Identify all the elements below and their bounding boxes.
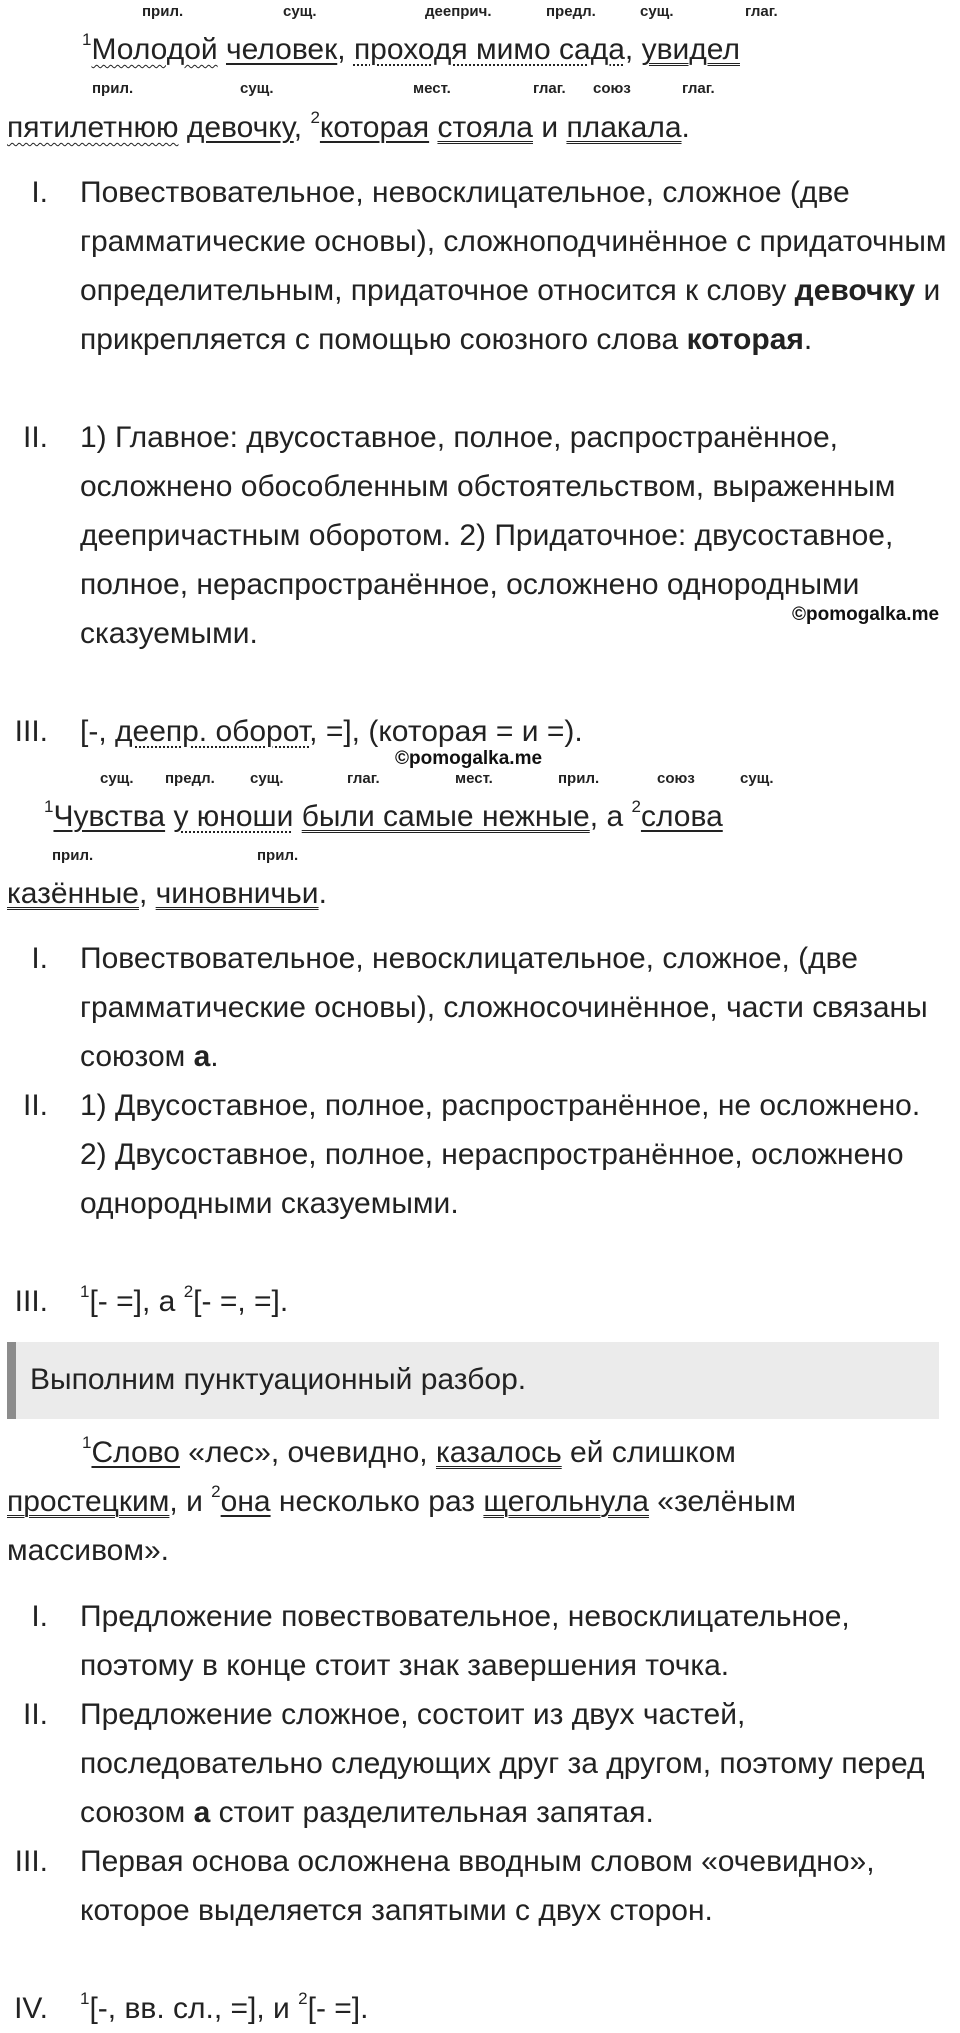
item-bold: а xyxy=(193,1796,211,1829)
sentence-3-line-3: массивом». xyxy=(7,1534,169,1567)
item-text: Повествовательное, невосклицательное, сложное, (две грамматические основы), сложносочинённое, части связаны союзом xyxy=(80,942,928,1073)
pos-label: сущ. xyxy=(283,3,317,20)
pos-label: сущ. xyxy=(250,770,284,787)
word-chelovek: человек xyxy=(225,33,338,66)
item-text: [- =]. xyxy=(307,1992,369,2025)
word-u-yunoshi: у юноши xyxy=(173,800,294,833)
item-text: Предложение сложное, состоит из двух частей, последовательно следующих друг за другом, поэтому перед союзом xyxy=(80,1698,925,1829)
item-bold: девочку xyxy=(794,274,916,307)
text-run: ей слишком xyxy=(561,1436,736,1469)
pos-label: прил. xyxy=(142,3,184,20)
word-molodoy: Молодой xyxy=(91,33,218,66)
item-bold: которая xyxy=(686,323,804,356)
comma: , xyxy=(589,800,599,833)
pos-label: прил. xyxy=(257,847,299,864)
analysis-2-item-ii: 1) Двусоставное, полное, распространённое, не осложнено. 2) Двусоставное, полное, нераспространённое, осложнено однородными сказуемыми. xyxy=(80,1089,921,1220)
list-numeral: III. xyxy=(14,1285,48,1318)
list-numeral: III. xyxy=(14,1845,48,1878)
pos-label: предл. xyxy=(546,3,596,20)
word-stoyala: стояла xyxy=(437,111,533,144)
section-banner xyxy=(7,1342,939,1419)
item-text: [-, xyxy=(80,715,115,748)
item-bold: а xyxy=(193,1040,211,1073)
item-text: . xyxy=(803,323,813,356)
pos-label: сущ. xyxy=(100,770,134,787)
period: . xyxy=(681,111,690,144)
word-and: и xyxy=(541,111,559,144)
text-run: несколько раз xyxy=(270,1485,484,1518)
pos-label: глаг. xyxy=(347,770,380,787)
analysis-3-item-i: Предложение повествовательное, невосклицательное, поэтому в конце стоит знак завершения точка. xyxy=(80,1600,850,1682)
pos-label: сущ. xyxy=(640,3,674,20)
pos-label: мест. xyxy=(455,770,493,787)
analysis-3-item-ii xyxy=(80,1690,948,1837)
word-devochku: девочку xyxy=(186,111,294,144)
word-uvidel: увидел xyxy=(641,33,740,66)
text-run: «зелёным xyxy=(648,1485,797,1518)
list-numeral: II. xyxy=(22,1089,48,1122)
part-number: 2 xyxy=(183,1282,194,1301)
word-kazalos: казалось xyxy=(435,1436,562,1469)
item-text: [- =, =]. xyxy=(193,1285,289,1318)
analysis-2-item-iii xyxy=(80,1277,948,1326)
text-run: «лес», очевидно, xyxy=(179,1436,436,1469)
item-text: стоит разделительная запятая. xyxy=(210,1796,654,1829)
pos-label: прил. xyxy=(52,847,94,864)
list-numeral: IV. xyxy=(14,1992,48,2025)
pos-label: сущ. xyxy=(240,80,274,97)
sentence-3-line-1 xyxy=(82,1435,736,1471)
part-number: 1 xyxy=(44,797,54,816)
sentence-2-line-2 xyxy=(7,876,327,912)
comma: , xyxy=(138,877,148,910)
item-text: [-, вв. сл., =], и xyxy=(89,1992,299,2025)
comma: , xyxy=(293,111,303,144)
word-a: а xyxy=(606,800,624,833)
word-prostetskim: простецким xyxy=(7,1485,170,1518)
pos-label: глаг. xyxy=(745,3,778,20)
sentence-3-line-2 xyxy=(7,1484,796,1520)
text-run: , и xyxy=(169,1485,212,1518)
analysis-3-item-iv xyxy=(80,1984,948,2033)
word-pyatiletnyuyu: пятилетнюю xyxy=(7,111,179,144)
pos-label: союз xyxy=(593,80,631,97)
part-number: 2 xyxy=(310,108,320,127)
sentence-1-line-2 xyxy=(7,110,690,146)
pos-label: предл. xyxy=(165,770,215,787)
analysis-1-item-i xyxy=(80,168,948,364)
list-numeral: II. xyxy=(22,1698,48,1731)
pos-label: прил. xyxy=(558,770,600,787)
analysis-1-item-ii: 1) Главное: двусоставное, полное, распространённое, осложнено обособленным обстоятельством, выраженным деепричастным оборотом. 2) Придаточное: двусоставное, полное, нераспространённое, осложнено однородными сказуемыми. xyxy=(80,421,896,650)
pos-label: мест. xyxy=(413,80,451,97)
item-text: , =], (которая = и =). xyxy=(309,715,583,748)
pos-label: сущ. xyxy=(740,770,774,787)
pos-label: глаг. xyxy=(533,80,566,97)
part-number: 2 xyxy=(298,1989,308,2008)
list-numeral: I. xyxy=(31,1600,48,1633)
word-shchegolnula: щегольнула xyxy=(483,1485,649,1518)
comma: , xyxy=(337,33,346,66)
item-text: и прикрепляется с помощью союзного слова xyxy=(80,274,941,356)
watermark: ©pomogalka.me xyxy=(395,748,543,769)
sentence-2-line-1 xyxy=(44,799,723,835)
analysis-3-item-iii: Первая основа осложнена вводным словом «очевидно», которое выделяется запятыми с двух сторон. xyxy=(80,1845,875,1927)
word-prohodya: проходя мимо сада xyxy=(353,33,625,66)
part-number: 1 xyxy=(82,1433,92,1452)
word-plakala: плакала xyxy=(566,111,682,144)
list-numeral: II. xyxy=(22,421,48,454)
word-slova: слова xyxy=(640,800,723,833)
pos-label: глаг. xyxy=(682,80,715,97)
part-number: 1 xyxy=(82,30,92,49)
sentence-1-line-1 xyxy=(82,32,740,68)
word-chinovnichi: чиновничьи xyxy=(155,877,319,910)
pos-label: союз xyxy=(657,770,695,787)
word-kotoraya: которая xyxy=(319,111,430,144)
list-numeral: I. xyxy=(31,176,48,209)
pos-label: прил. xyxy=(92,80,134,97)
word-byli: были самые нежные xyxy=(301,800,590,833)
banner-text: Выполним пунктуационный разбор. xyxy=(30,1363,527,1396)
list-numeral: I. xyxy=(31,942,48,975)
part-number: 2 xyxy=(631,797,641,816)
item-text: . xyxy=(210,1040,219,1073)
list-numeral: III. xyxy=(14,715,48,748)
analysis-2-item-i xyxy=(80,934,948,1081)
pos-label: дееприч. xyxy=(425,3,492,20)
item-text: деепр. оборот xyxy=(115,715,310,748)
word-kazennye: казённые xyxy=(7,877,139,910)
part-number: 1 xyxy=(80,1989,90,2008)
period: . xyxy=(318,877,327,910)
item-text: Повествовательное, невосклицательное, сложное (две грамматические основы), сложноподчинённое с придаточным определительным, придаточное относится к слову xyxy=(80,176,947,307)
word-ona: она xyxy=(220,1485,271,1518)
item-text: [- =], а xyxy=(89,1285,184,1318)
part-number: 1 xyxy=(80,1282,90,1301)
word-chuvstva: Чувства xyxy=(53,800,166,833)
watermark: ©pomogalka.me xyxy=(792,604,940,625)
part-number: 2 xyxy=(211,1482,221,1501)
comma: , xyxy=(624,33,634,66)
word-slovo: Слово xyxy=(91,1436,180,1469)
